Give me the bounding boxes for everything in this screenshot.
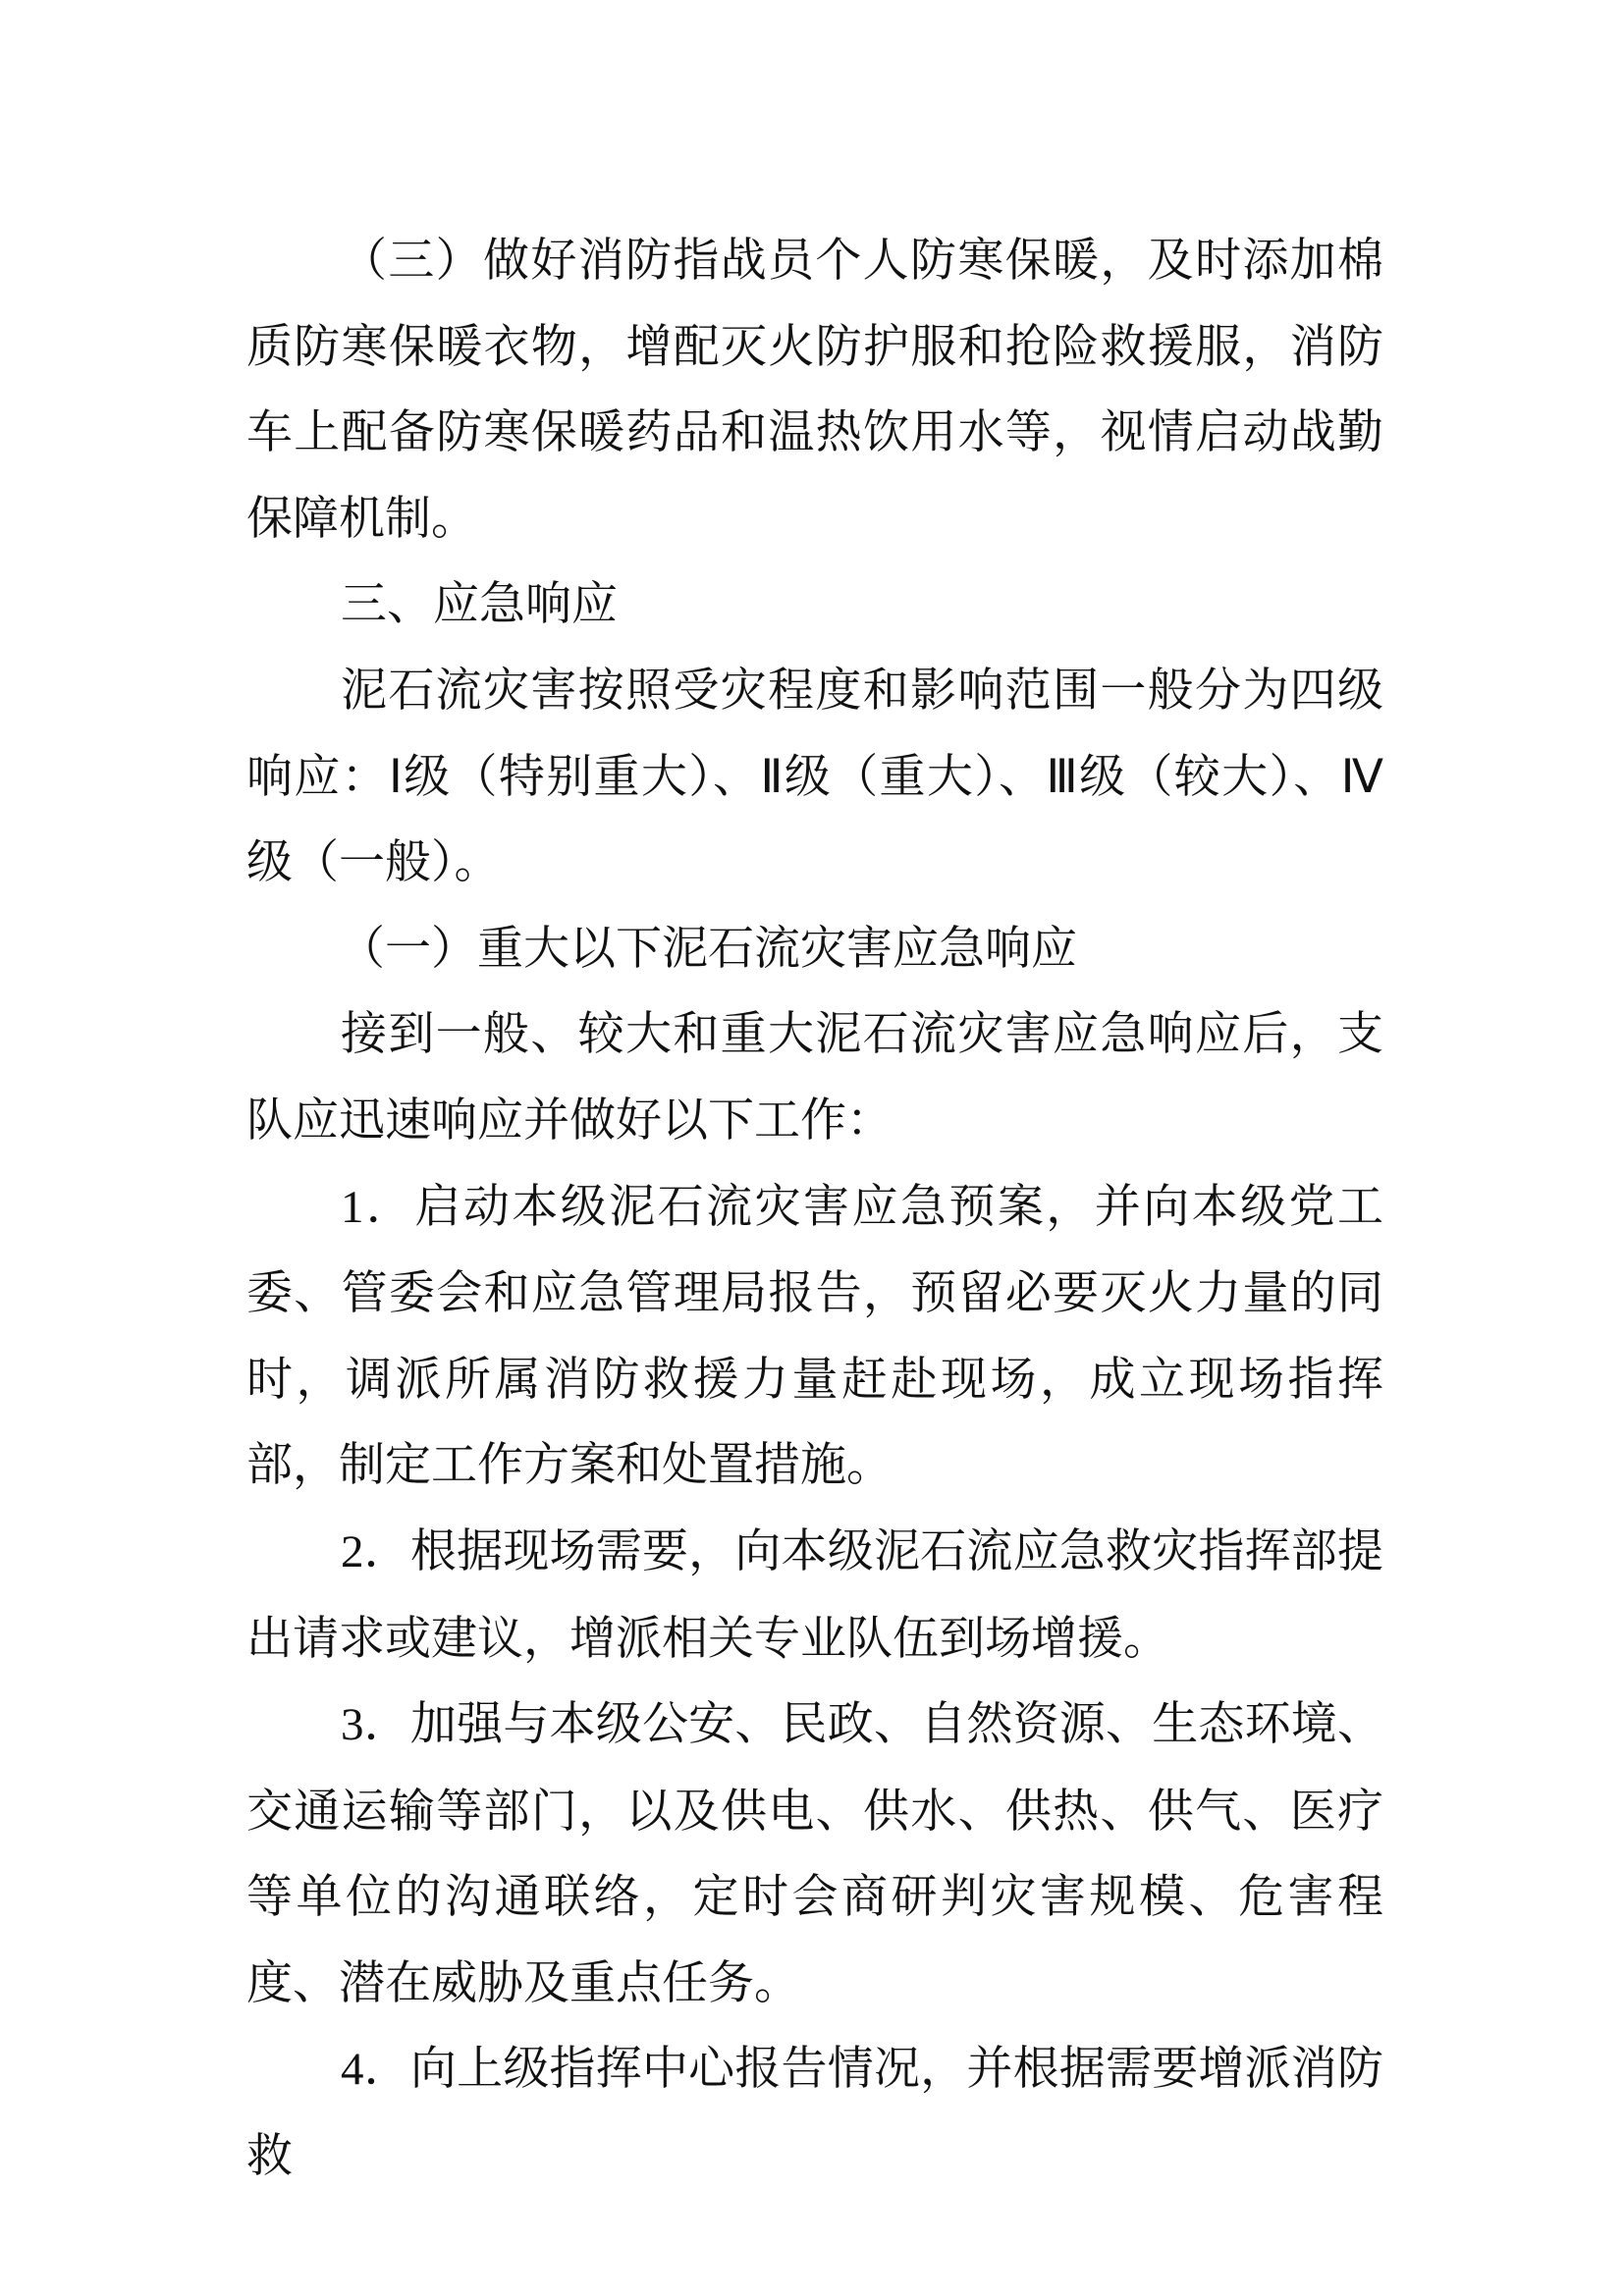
paragraph-response-intro: 接到一般、较大和重大泥石流灾害应急响应后，支队应迅速响应并做好以下工作： [246, 1007, 1383, 1148]
item-number: 4． [341, 2044, 410, 2096]
item-text: 根据现场需要，向本级泥石流应急救灾指挥部提出请求或建议，增派相关专业队伍到场增援。 [246, 1523, 1384, 1666]
paragraph-response-levels: 泥石流灾害按照受灾程度和影响范围一般分为四级响应：Ⅰ级（特别重大）、Ⅱ级（重大）、Ⅲ级（较大）、Ⅳ级（一般）。 [246, 663, 1383, 890]
item-text: 加强与本级公安、民政、自然资源、生态环境、交通运输等部门，以及供电、供水、供热、供气、医疗等单位的沟通联络，定时会商研判灾害规模、危害程度、潜在威胁及重点任务。 [246, 1697, 1384, 2010]
item-number: 2． [341, 1525, 410, 1577]
paragraph-winter-protection: （三）做好消防指战员个人防寒保暖，及时添加棉质防寒保暖衣物，增配灭火防护服和抢险救援服，消防车上配备防寒保暖药品和温热饮用水等，视情启动战勤保障机制。 [246, 234, 1383, 546]
item-text: 向上级指挥中心报告情况，并根据需要增派消防救 [246, 2042, 1384, 2184]
sub-heading-below-major-response: （一）重大以下泥石流灾害应急响应 [339, 921, 1077, 976]
numbered-item-4 [246, 2026, 1383, 2199]
numbered-item-1 [246, 1164, 1383, 1509]
numbered-item-2 [246, 1509, 1383, 1682]
numbered-item-3 [246, 1682, 1383, 2026]
item-number: 3． [341, 1699, 410, 1751]
item-number: 1． [341, 1181, 415, 1233]
item-text: 启动本级泥石流灾害应急预案，并向本级党工委、管委会和应急管理局报告，预留必要灭火力量的同时，调派所属消防救援力量赶赴现场，成立现场指挥部，制定工作方案和处置措施。 [246, 1179, 1384, 1493]
document-body [246, 218, 1383, 2200]
section-heading-emergency-response: 三、应急响应 [341, 577, 618, 632]
